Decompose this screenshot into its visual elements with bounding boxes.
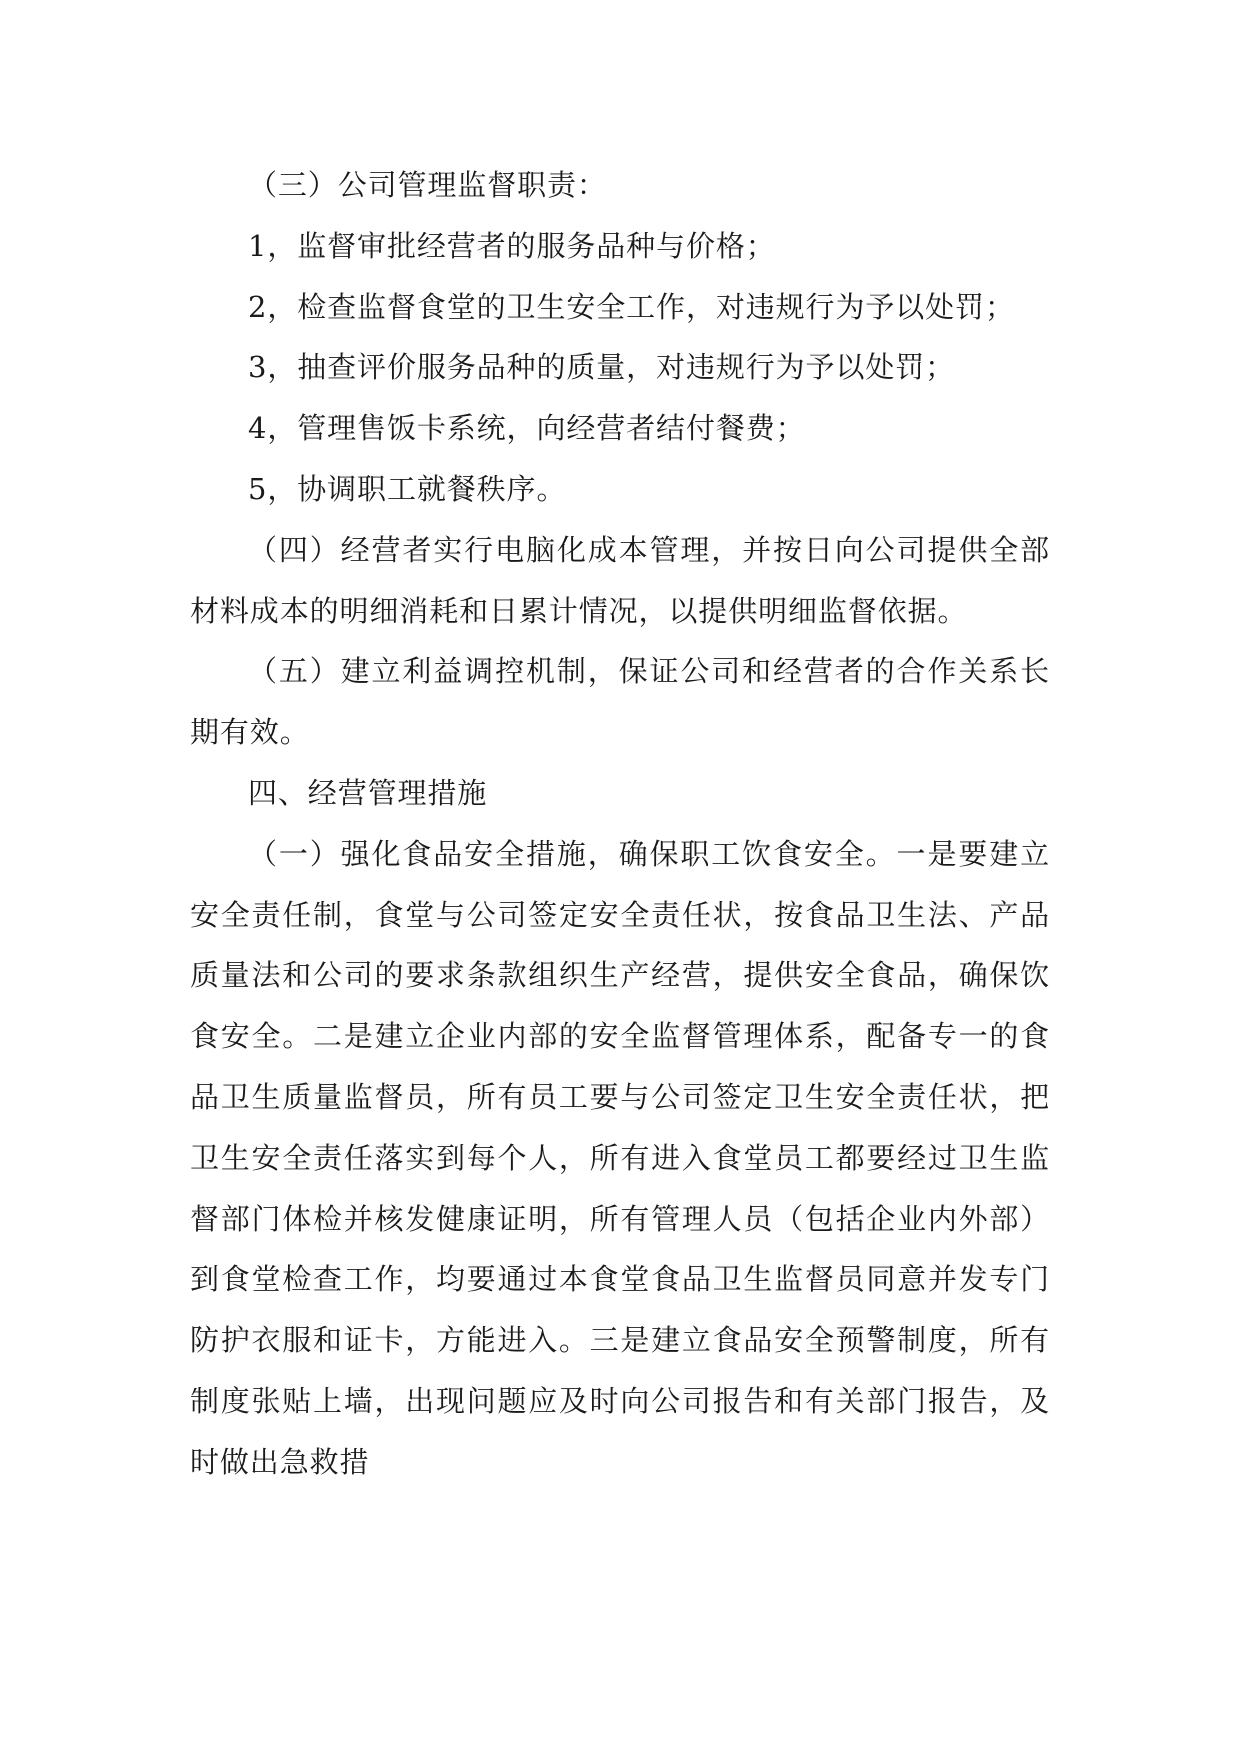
paragraph-food-safety-measures: （一）强化食品安全措施，确保职工饮食安全。一是要建立安全责任制，食堂与公司签定安全责任状，按食品卫生法、产品质量法和公司的要求条款组织生产经营，提供安全食品，确保饮食安全。二是建立企业内部的安全监督管理体系，配备专一的食品卫生质量监督员，所有员工要与公司签定卫生安全责任状，把卫生安全责任落实到每个人，所有进入食堂员工都要经过卫生监督部门体检并核发健康证明，所有管理人员（包括企业内外部）到食堂检查工作，均要通过本食堂食品卫生监督员同意并发专门防护衣服和证卡，方能进入。三是建立食品安全预警制度，所有制度张贴上墙，出现问题应及时向公司报告和有关部门报告，及时做出急救措 xyxy=(190,836,1050,1479)
paragraph-item-5: 5，协调职工就餐秩序。 xyxy=(248,471,567,506)
paragraph-item-1: 1，监督审批经营者的服务品种与价格； xyxy=(248,228,776,263)
document-body xyxy=(190,155,1050,1493)
paragraph-item-4: 4，管理售饭卡系统，向经营者结付餐费； xyxy=(248,411,806,446)
paragraph-section-4: （四）经营者实行电脑化成本管理，并按日向公司提供全部材料成本的明细消耗和日累计情况，以提供明细监督依据。 xyxy=(190,532,1050,628)
paragraph-item-3: 3，抽查评价服务品种的质量，对违规行为予以处罚； xyxy=(248,350,956,385)
paragraph-item-2: 2，检查监督食堂的卫生安全工作，对违规行为予以处罚； xyxy=(248,289,1015,324)
paragraph-section-3-heading: （三）公司管理监督职责： xyxy=(248,168,607,202)
paragraph-section-5: （五）建立利益调控机制，保证公司和经营者的合作关系长期有效。 xyxy=(190,654,1050,750)
section-heading-management-measures: 四、经营管理措施 xyxy=(248,775,488,810)
